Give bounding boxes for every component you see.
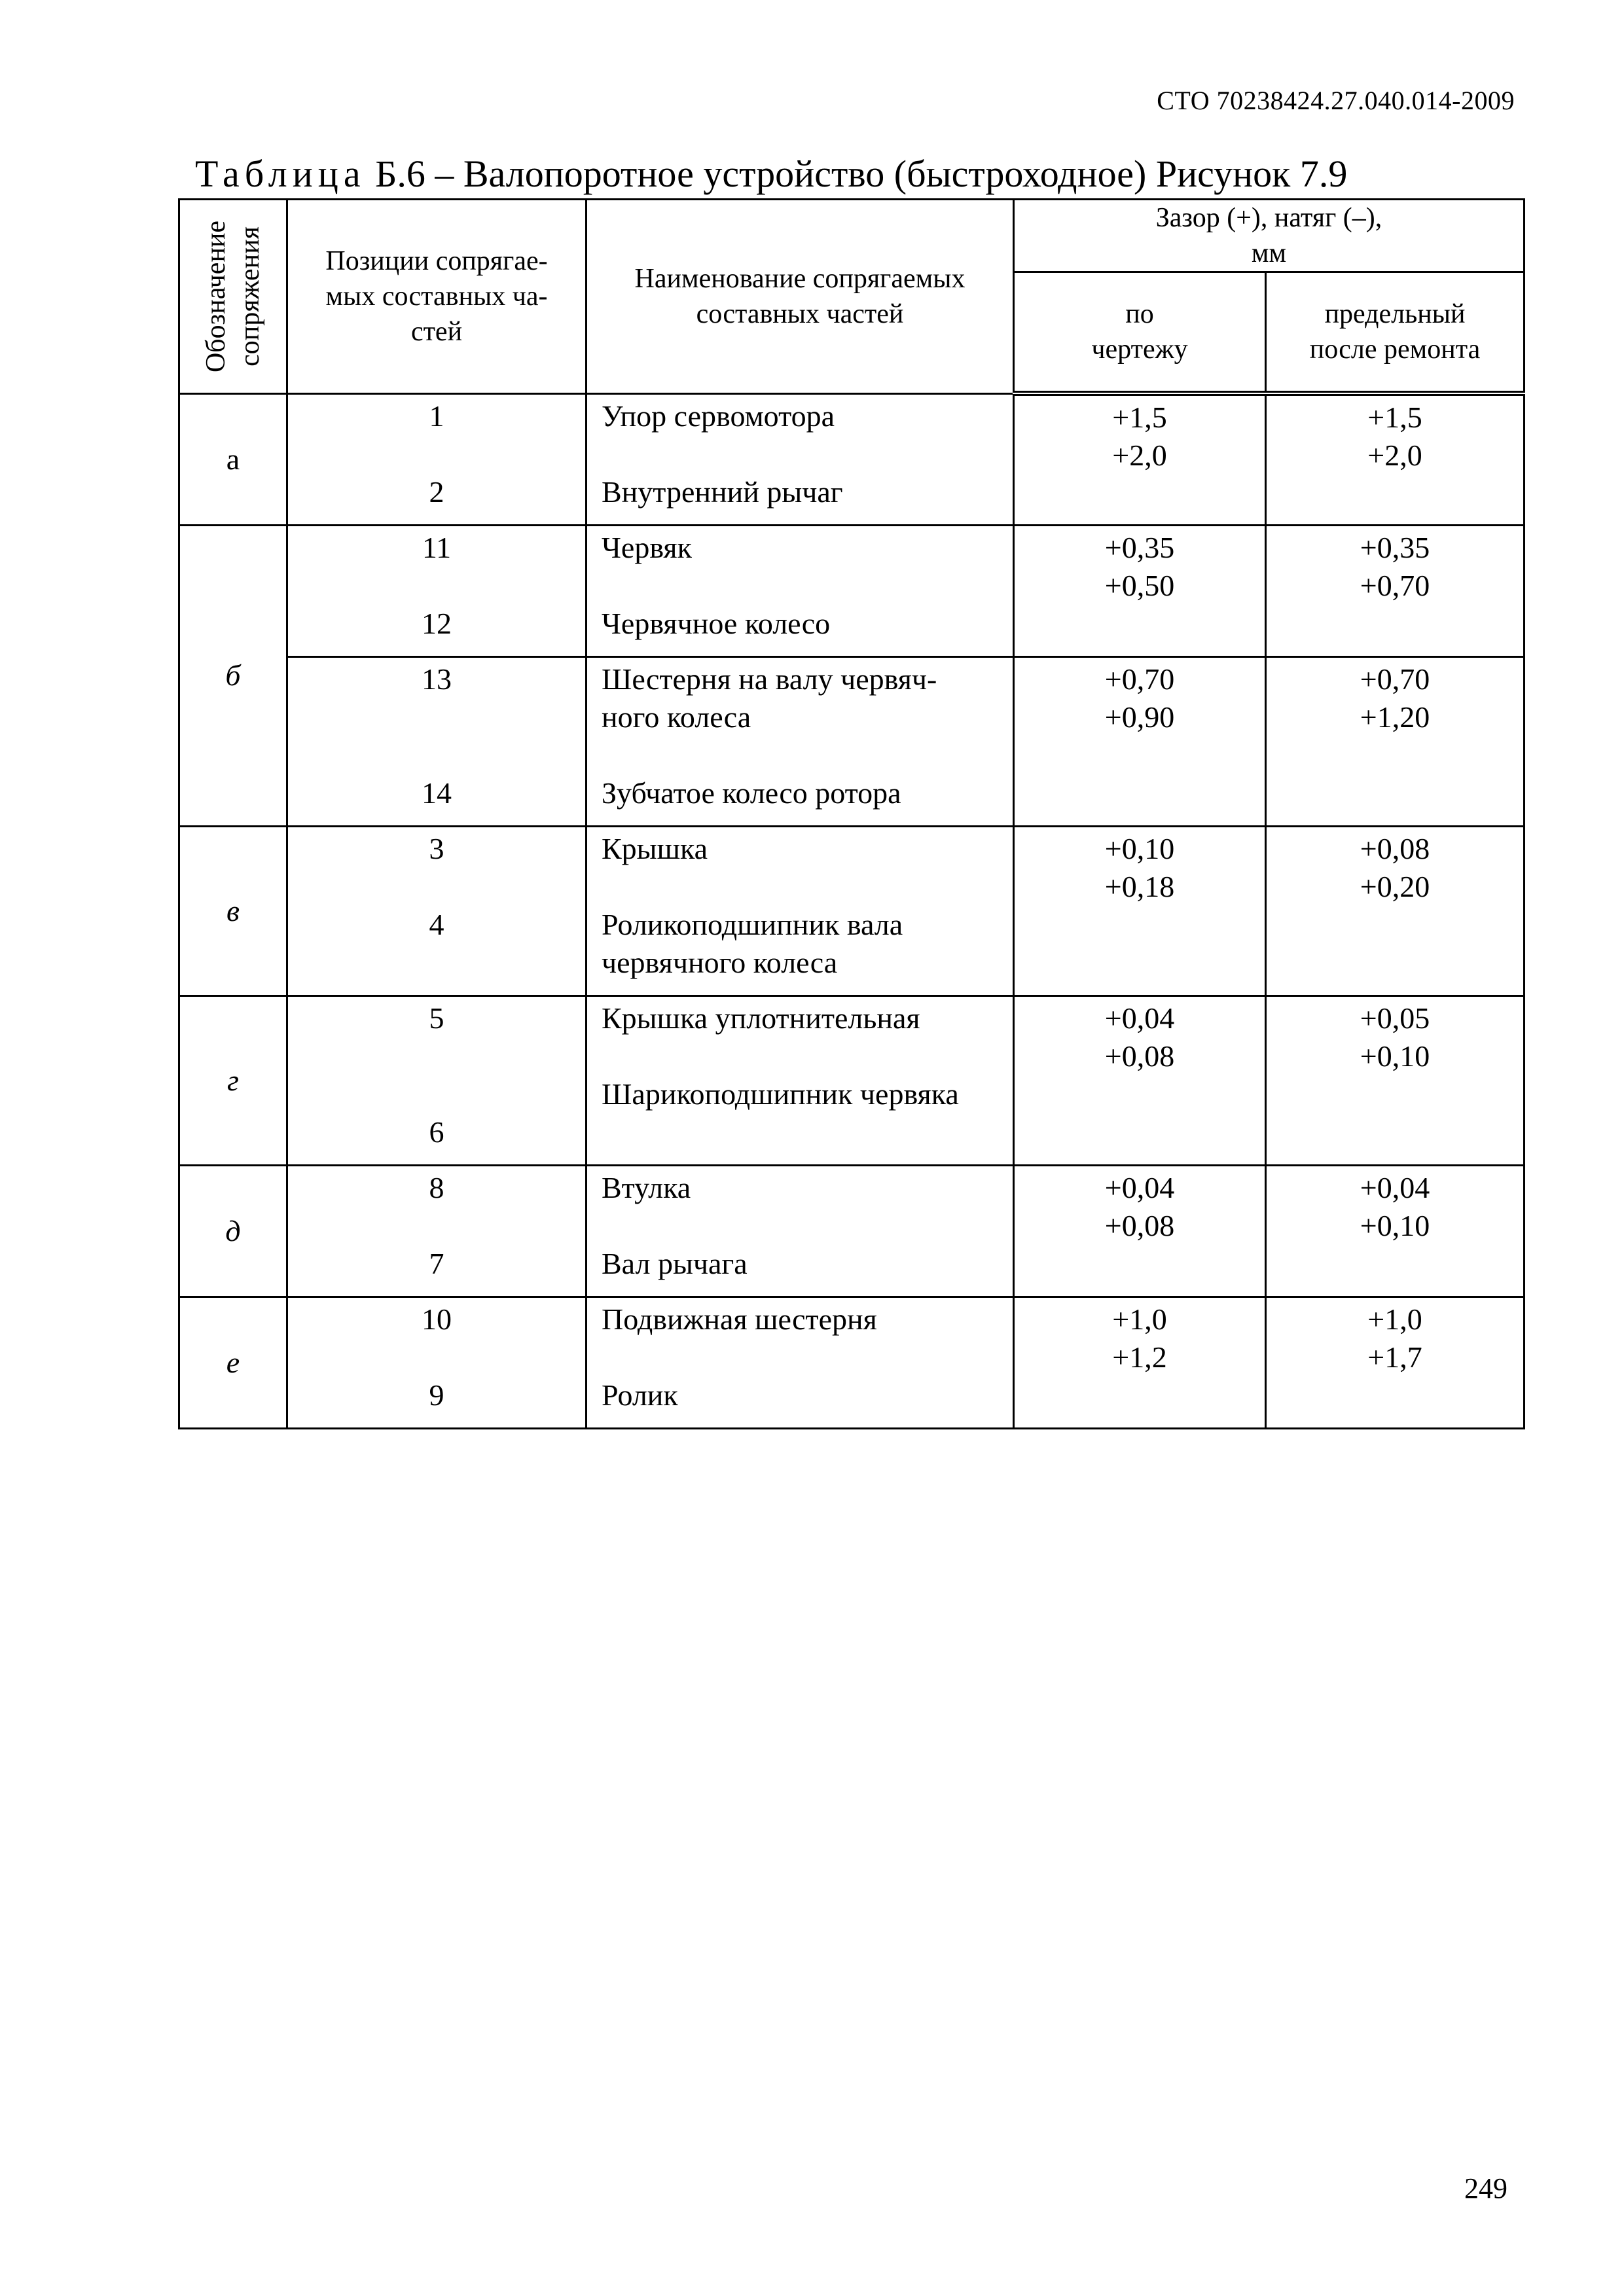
limit-value-line: +1,20 bbox=[1360, 700, 1430, 734]
by-drawing-cell bbox=[1014, 1297, 1266, 1428]
position-line bbox=[288, 567, 585, 605]
by-drawing-value-line: +0,08 bbox=[1104, 1208, 1175, 1242]
caption-title: Б.6 – Валопоротное устройство (быстроходное) Рисунок 7.9 bbox=[365, 152, 1348, 195]
part-name-line bbox=[602, 1338, 1013, 1376]
by-drawing-value-line: +0,90 bbox=[1104, 700, 1175, 734]
part-name-line: Роликоподшипник вала bbox=[602, 907, 903, 941]
limit-cell bbox=[1266, 1165, 1525, 1297]
part-name-line: Внутренний рычаг bbox=[602, 475, 843, 509]
position-line: 8 bbox=[429, 1170, 444, 1204]
mating-mark-cell: д bbox=[179, 1165, 287, 1297]
position-line: 3 bbox=[429, 831, 444, 865]
position-line: 11 bbox=[422, 530, 452, 564]
col-header-by-drawing-line-1: по bbox=[1125, 299, 1154, 329]
table-row bbox=[179, 656, 1525, 826]
col-header-positions-line-1: Позиции сопрягае- bbox=[325, 245, 548, 276]
positions-cell bbox=[287, 1165, 586, 1297]
by-drawing-value-line: +0,35 bbox=[1104, 530, 1175, 564]
col-header-gap-line-1: Зазор (+), натяг (–), bbox=[1155, 203, 1382, 233]
part-name-line: Шестерня на валу червяч- bbox=[602, 662, 937, 696]
limit-cell bbox=[1266, 1297, 1525, 1428]
by-drawing-value-line: +1,5 bbox=[1112, 401, 1167, 434]
part-name-line bbox=[602, 868, 1013, 906]
table-row bbox=[179, 996, 1525, 1165]
part-names-cell bbox=[586, 826, 1014, 996]
position-line bbox=[288, 435, 585, 473]
part-name-line: Упор сервомотора bbox=[602, 399, 835, 433]
limit-cell bbox=[1266, 656, 1525, 826]
position-line bbox=[288, 698, 585, 736]
limit-value-line: +0,35 bbox=[1360, 530, 1430, 564]
limit-value-line: +0,70 bbox=[1360, 662, 1430, 696]
position-line: 2 bbox=[429, 475, 444, 509]
page-number: 249 bbox=[1464, 2172, 1507, 2204]
col-header-limit bbox=[1266, 272, 1525, 394]
part-names-cell bbox=[586, 996, 1014, 1165]
part-name-line: ного колеса bbox=[602, 700, 751, 734]
position-line: 9 bbox=[429, 1378, 444, 1412]
part-name-line: Втулка bbox=[602, 1170, 691, 1204]
part-name-line: червячного колеса bbox=[602, 945, 838, 979]
by-drawing-value-line: +0,10 bbox=[1104, 831, 1175, 865]
col-header-positions-line-3: стей bbox=[410, 316, 463, 347]
limit-value-line: +1,0 bbox=[1367, 1302, 1422, 1336]
part-name-line: Вал рычага bbox=[602, 1246, 748, 1280]
position-line: 6 bbox=[429, 1115, 444, 1149]
part-name-line: Ролик bbox=[602, 1378, 678, 1412]
part-name-line: Подвижная шестерня bbox=[602, 1302, 877, 1336]
positions-cell bbox=[287, 826, 586, 996]
col-header-names-line-1: Наименование сопрягаемых bbox=[634, 263, 965, 294]
part-name-line bbox=[602, 736, 1013, 774]
limit-cell bbox=[1266, 525, 1525, 656]
part-names-cell bbox=[586, 1297, 1014, 1428]
by-drawing-value-line: +1,0 bbox=[1112, 1302, 1167, 1336]
position-line bbox=[288, 1338, 585, 1376]
part-name-line bbox=[602, 1037, 1013, 1075]
by-drawing-value-line: +0,18 bbox=[1104, 869, 1175, 903]
caption-prefix: Таблица bbox=[195, 152, 366, 195]
position-line: 14 bbox=[422, 776, 452, 810]
mating-mark-cell: г bbox=[179, 996, 287, 1165]
position-line bbox=[288, 736, 585, 774]
limit-value-line: +0,08 bbox=[1360, 831, 1430, 865]
position-line: 13 bbox=[422, 662, 452, 696]
part-names-cell bbox=[586, 1165, 1014, 1297]
mating-mark-cell: е bbox=[179, 1297, 287, 1428]
col-header-positions bbox=[287, 200, 586, 394]
position-line bbox=[288, 1075, 585, 1113]
position-line: 5 bbox=[429, 1001, 444, 1035]
limit-cell bbox=[1266, 996, 1525, 1165]
by-drawing-value-line: +0,04 bbox=[1104, 1170, 1175, 1204]
header-row-1 bbox=[179, 200, 1525, 272]
part-name-line: Шарикоподшипник червяка bbox=[602, 1077, 959, 1111]
limit-value-line: +0,20 bbox=[1360, 869, 1430, 903]
col-header-by-drawing bbox=[1014, 272, 1266, 394]
limit-value-line: +0,10 bbox=[1360, 1039, 1430, 1073]
by-drawing-cell bbox=[1014, 525, 1266, 656]
clearance-table bbox=[178, 198, 1525, 1429]
limit-cell bbox=[1266, 393, 1525, 525]
part-name-line bbox=[602, 1207, 1013, 1245]
part-name-line: Крышка уплотнительная bbox=[602, 1001, 920, 1035]
part-names-cell bbox=[586, 393, 1014, 525]
by-drawing-cell bbox=[1014, 393, 1266, 525]
limit-value-line: +0,10 bbox=[1360, 1208, 1430, 1242]
position-line: 1 bbox=[429, 399, 444, 433]
part-name-line: Крышка bbox=[602, 831, 708, 865]
part-names-cell bbox=[586, 525, 1014, 656]
positions-cell bbox=[287, 1297, 586, 1428]
table-row bbox=[179, 1297, 1525, 1428]
part-name-line: Червяк bbox=[602, 530, 692, 564]
limit-value-line: +1,7 bbox=[1367, 1340, 1422, 1374]
col-header-mark-line-1: Обозначение bbox=[201, 220, 231, 372]
limit-cell bbox=[1266, 826, 1525, 996]
limit-value-line: +0,04 bbox=[1360, 1170, 1430, 1204]
col-header-mark-line-2: сопряжения bbox=[235, 226, 265, 367]
limit-value-line: +0,05 bbox=[1360, 1001, 1430, 1035]
table-row bbox=[179, 525, 1525, 656]
col-header-limit-line-1: предельный bbox=[1324, 299, 1466, 329]
part-name-line bbox=[602, 567, 1013, 605]
position-line: 7 bbox=[429, 1246, 444, 1280]
col-header-mark bbox=[179, 200, 287, 394]
part-name-line: Зубчатое колесо ротора bbox=[602, 776, 901, 810]
limit-value-line: +2,0 bbox=[1367, 439, 1422, 472]
by-drawing-value-line: +0,04 bbox=[1104, 1001, 1175, 1035]
positions-cell bbox=[287, 393, 586, 525]
col-header-positions-line-2: мых составных ча- bbox=[325, 281, 548, 312]
table-row bbox=[179, 1165, 1525, 1297]
positions-cell bbox=[287, 656, 586, 826]
positions-cell bbox=[287, 525, 586, 656]
mating-mark-cell: в bbox=[179, 826, 287, 996]
position-line bbox=[288, 1207, 585, 1245]
position-line: 4 bbox=[429, 907, 444, 941]
table-caption bbox=[195, 152, 1347, 196]
by-drawing-value-line: +1,2 bbox=[1112, 1340, 1167, 1374]
position-line bbox=[288, 1037, 585, 1075]
table-row bbox=[179, 826, 1525, 996]
positions-cell bbox=[287, 996, 586, 1165]
col-header-limit-line-2: после ремонта bbox=[1309, 334, 1481, 365]
col-header-names bbox=[586, 200, 1014, 394]
position-line bbox=[288, 868, 585, 906]
position-line: 10 bbox=[422, 1302, 452, 1336]
by-drawing-cell bbox=[1014, 1165, 1266, 1297]
by-drawing-cell bbox=[1014, 996, 1266, 1165]
mating-mark-cell: б bbox=[179, 525, 287, 826]
by-drawing-value-line: +0,70 bbox=[1104, 662, 1175, 696]
by-drawing-cell bbox=[1014, 826, 1266, 996]
mating-mark-cell: а bbox=[179, 393, 287, 525]
by-drawing-cell bbox=[1014, 656, 1266, 826]
limit-value-line: +0,70 bbox=[1360, 568, 1430, 602]
position-line: 12 bbox=[422, 606, 452, 640]
table-body bbox=[179, 393, 1525, 1428]
part-name-line: Червячное колесо bbox=[602, 606, 831, 640]
part-name-line bbox=[602, 435, 1013, 473]
col-header-gap-group bbox=[1014, 200, 1525, 272]
col-header-by-drawing-line-2: чертежу bbox=[1091, 334, 1188, 365]
col-header-names-line-2: составных частей bbox=[696, 298, 904, 329]
col-header-gap-line-2: мм bbox=[1251, 238, 1287, 268]
by-drawing-value-line: +0,50 bbox=[1104, 568, 1175, 602]
by-drawing-value-line: +2,0 bbox=[1112, 439, 1167, 472]
document-code: СТО 70238424.27.040.014-2009 bbox=[1157, 86, 1515, 115]
part-names-cell bbox=[586, 656, 1014, 826]
limit-value-line: +1,5 bbox=[1367, 401, 1422, 434]
by-drawing-value-line: +0,08 bbox=[1104, 1039, 1175, 1073]
table-row bbox=[179, 393, 1525, 525]
